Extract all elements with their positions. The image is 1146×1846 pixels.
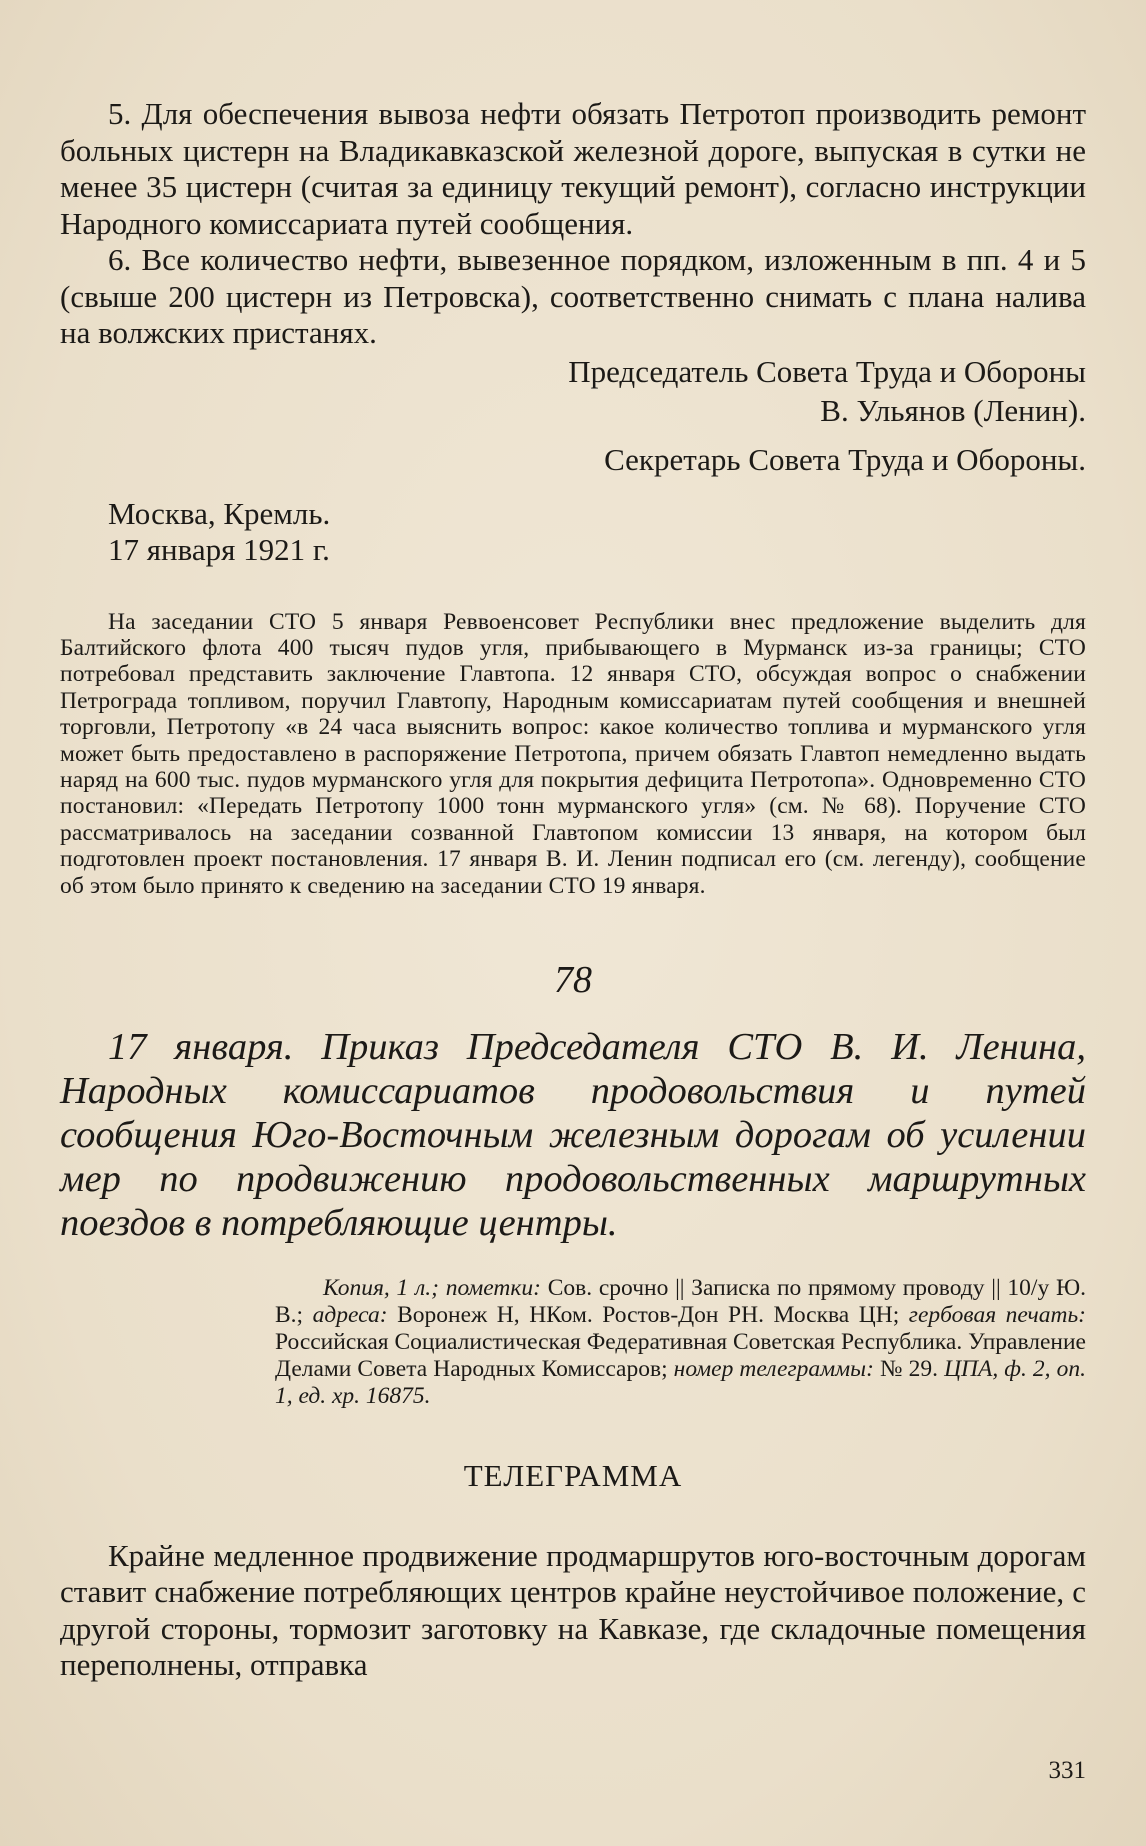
- document-number: 78: [554, 958, 592, 1001]
- place: Москва, Кремль.: [108, 495, 331, 531]
- signature-block: [60, 352, 1086, 479]
- page-content: [60, 96, 1086, 1684]
- place-date-block: [60, 496, 1086, 569]
- marks: Сов. срочно || Записка по прямому проводу || 10/у Ю. В.;: [275, 1274, 1086, 1328]
- addresses: Воронеж Н, НКом. Ростов-Дон РН. Москва ЦН;: [387, 1301, 909, 1328]
- paragraph-6: 6. Все количество нефти, вывезенное порядком, изложенным в пп. 4 и 5 (свыше 200 цистерн из Петровска), соответственно снимать с плана налива на волжских пристанях.: [60, 242, 1086, 350]
- section-heading: ТЕЛЕГРАММА: [463, 1457, 683, 1493]
- secretary-title: Секретарь Совета Труда и Обороны.: [604, 441, 1086, 477]
- editorial-note: На заседании СТО 5 января Реввоенсовет Республики внес предложение выделить для Балтийского флота 400 тысяч пудов угля, прибывающего в Мурманск из-за границы; СТО потребовал представить заключение Главтопа. 12 января СТО, обсуждая вопрос о снабжении Петрограда топливом, поручил Главтопу, Народным комиссариатам путей сообщения и внешней торговли, Петротопу «в 24 часа выяснить вопрос: какое количество топлива и мурманского угля может быть предоставлено в распоряжение Петротопа, причем обязать Главтоп немедленно выдать наряд на 600 тыс. пудов мурманского угля для покрытия дефицита Петротопа». Одновременно СТО постановил: «Передать Петротопу 1000 тонн мурманского угля» (см. № 68). Поручение СТО рассматривалось на заседании созванной Главтопом комиссии 13 января, на котором был подготовлен проект постановления. 17 января В. И. Ленин подписал его (см. легенду), сообщение об этом было принято к сведению на заседании СТО 19 января.: [60, 608, 1086, 899]
- telegram-number-label: номер телеграммы:: [673, 1355, 874, 1382]
- chair-name: В. Ульянов (Ленин).: [820, 392, 1086, 428]
- document-date: 17 января 1921 г.: [108, 532, 330, 567]
- chair-title: Председатель Совета Труда и Обороны: [568, 353, 1086, 389]
- addresses-label: адреса:: [312, 1301, 388, 1328]
- seal-label: гербовая печать:: [908, 1301, 1086, 1328]
- telegram-text: Крайне медленное продвижение продмаршрутов юго-восточным дорогам ставит снабжение потребляющих центров крайне неустойчивое положение, с другой стороны, тормозит заготовку на Кавказе, где складочные помещения переполнены, отправка: [60, 1537, 1086, 1683]
- paragraph-5: 5. Для обеспечения вывоза нефти обязать Петротоп производить ремонт больных цистерн на Владикавказской железной дороге, выпуская в сутки не менее 35 цистерн (считая за единицу текущий ремонт), согласно инструкции Народного комиссариата путей сообщения.: [60, 96, 1086, 241]
- source-legend: [275, 1275, 1086, 1410]
- document-title: 17 января. Приказ Председателя СТО В. И. Ленина, Народных комиссариатов продовольствия и путей сообщения Юго-Восточным железным дорогам об усилении мер по продвижению продовольственных маршрутных поездов в потребляющие центры.: [60, 1025, 1086, 1244]
- seal: Российская Социалистическая Федеративная Советская Республика. Управление Делами Совета Народных Комиссаров;: [275, 1328, 1086, 1382]
- archive-reference: ЦПА, ф. 2, оп. 1, ед. хр. 16875.: [275, 1355, 1086, 1409]
- copy-label: Копия, 1 л.; пометки:: [323, 1274, 541, 1301]
- telegram-number: № 29.: [873, 1355, 945, 1382]
- page-number: 331: [1048, 1757, 1086, 1784]
